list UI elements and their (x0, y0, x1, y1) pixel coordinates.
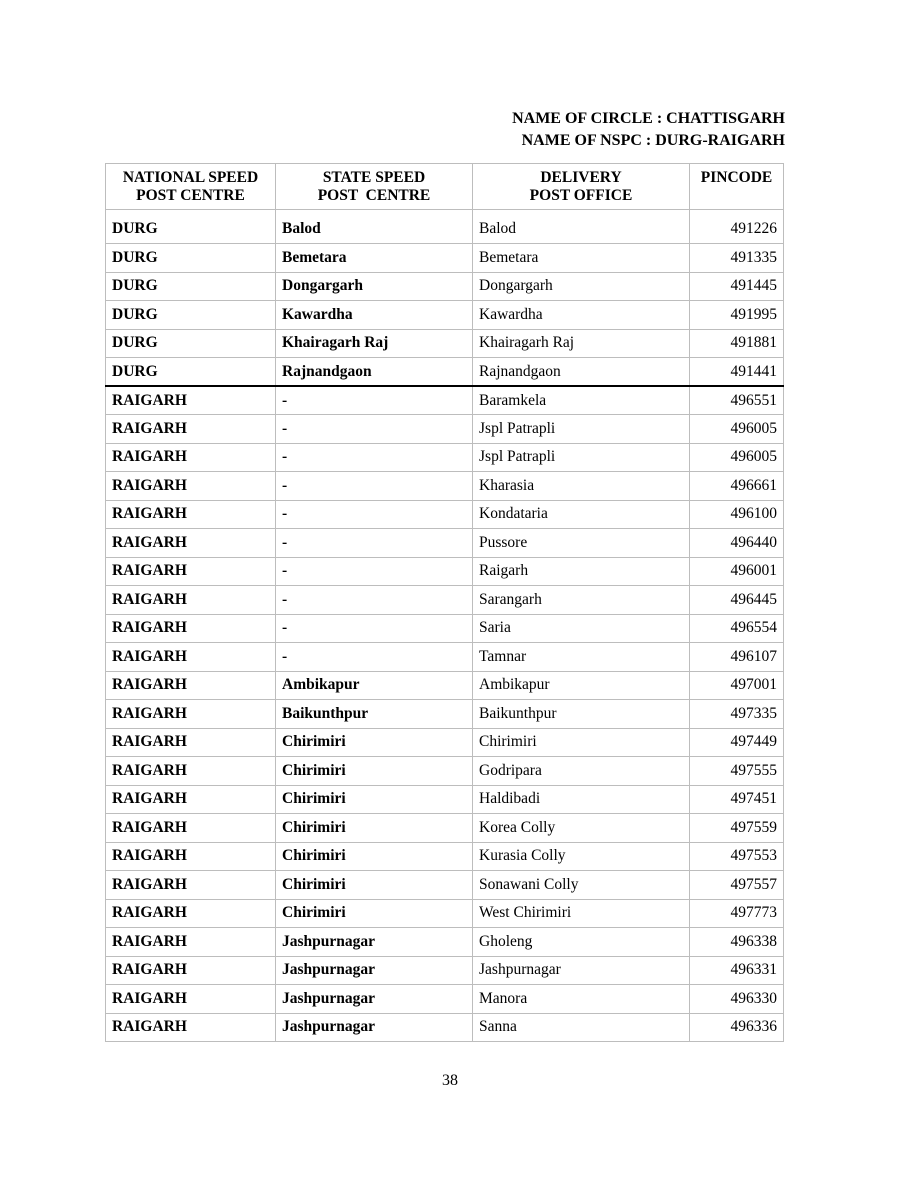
nspc-name: NAME OF NSPC : DURG-RAIGARH (521, 132, 785, 149)
table-row (106, 415, 784, 444)
pincode-cell: 497449 (690, 728, 784, 757)
delivery-post-office-cell: Jspl Patrapli (473, 443, 690, 472)
delivery-post-office-cell: Sonawani Colly (473, 871, 690, 900)
delivery-post-office-cell: Balod (473, 210, 690, 244)
national-speed-post-centre-cell: RAIGARH (106, 928, 276, 957)
delivery-post-office-cell: Baramkela (473, 386, 690, 415)
delivery-post-office-cell: Jashpurnagar (473, 956, 690, 985)
state-speed-post-centre-cell: Jashpurnagar (276, 928, 473, 957)
table-row (106, 671, 784, 700)
table-row (106, 814, 784, 843)
pincode-cell: 496005 (690, 443, 784, 472)
table-row (106, 529, 784, 558)
delivery-post-office-cell: Kurasia Colly (473, 842, 690, 871)
table-row (106, 329, 784, 358)
table-row (106, 301, 784, 330)
column-header-line: NATIONAL SPEED (122, 169, 259, 186)
state-speed-post-centre-cell: Chirimiri (276, 899, 473, 928)
pincode-cell: 497001 (690, 671, 784, 700)
pincode-cell: 491995 (690, 301, 784, 330)
table-row (106, 928, 784, 957)
state-speed-post-centre-cell: - (276, 529, 473, 558)
pincode-cell: 497559 (690, 814, 784, 843)
table-row (106, 899, 784, 928)
circle-name: NAME OF CIRCLE : CHATTISGARH (512, 110, 785, 127)
national-speed-post-centre-cell: RAIGARH (106, 1013, 276, 1042)
pincode-cell: 496100 (690, 500, 784, 529)
column-header-line: POST CENTRE (136, 187, 245, 204)
delivery-post-office-cell: Gholeng (473, 928, 690, 957)
national-speed-post-centre-cell: DURG (106, 301, 276, 330)
national-speed-post-centre-cell: RAIGARH (106, 415, 276, 444)
delivery-post-office-cell: Pussore (473, 529, 690, 558)
table-row (106, 614, 784, 643)
state-speed-post-centre-cell: - (276, 557, 473, 586)
national-speed-post-centre-cell: RAIGARH (106, 728, 276, 757)
pincode-cell: 497773 (690, 899, 784, 928)
pincode-cell: 491445 (690, 272, 784, 301)
delivery-post-office-cell: Manora (473, 985, 690, 1014)
delivery-post-office-cell: Raigarh (473, 557, 690, 586)
pincode-cell: 496661 (690, 472, 784, 501)
column-header-line: DELIVERY (540, 169, 622, 186)
table-row (106, 643, 784, 672)
table-row (106, 700, 784, 729)
delivery-post-office-cell: Chirimiri (473, 728, 690, 757)
state-speed-post-centre-cell: - (276, 586, 473, 615)
table-row (106, 586, 784, 615)
national-speed-post-centre-cell: RAIGARH (106, 614, 276, 643)
table-row (106, 956, 784, 985)
national-speed-post-centre-cell: RAIGARH (106, 500, 276, 529)
delivery-post-office-cell: Kondataria (473, 500, 690, 529)
delivery-post-office-cell: Dongargarh (473, 272, 690, 301)
state-speed-post-centre-cell: Jashpurnagar (276, 956, 473, 985)
national-speed-post-centre-cell: RAIGARH (106, 757, 276, 786)
delivery-post-office-cell: Korea Colly (473, 814, 690, 843)
national-speed-post-centre-cell: DURG (106, 329, 276, 358)
pincode-cell: 497557 (690, 871, 784, 900)
state-speed-post-centre-cell: Chirimiri (276, 871, 473, 900)
table-row (106, 1013, 784, 1042)
table-row (106, 244, 784, 273)
national-speed-post-centre-cell: RAIGARH (106, 557, 276, 586)
state-speed-post-centre-cell: - (276, 472, 473, 501)
state-speed-post-centre-cell: Chirimiri (276, 842, 473, 871)
national-speed-post-centre-cell: RAIGARH (106, 643, 276, 672)
national-speed-post-centre-cell: RAIGARH (106, 899, 276, 928)
delivery-post-office-cell: Haldibadi (473, 785, 690, 814)
column-header-line: POST OFFICE (529, 187, 633, 204)
national-speed-post-centre-cell: RAIGARH (106, 529, 276, 558)
pincode-cell: 496445 (690, 586, 784, 615)
state-speed-post-centre-cell: - (276, 443, 473, 472)
column-header-national-speed-post-centre (106, 164, 276, 210)
table-row (106, 557, 784, 586)
national-speed-post-centre-cell: DURG (106, 210, 276, 244)
national-speed-post-centre-cell: RAIGARH (106, 985, 276, 1014)
delivery-post-office-cell: Sanna (473, 1013, 690, 1042)
table-row (106, 757, 784, 786)
pincode-cell: 491226 (690, 210, 784, 244)
pincode-cell: 496338 (690, 928, 784, 957)
column-header-line: POST CENTRE (317, 187, 431, 204)
delivery-post-office-cell: Khairagarh Raj (473, 329, 690, 358)
delivery-post-office-cell: Bemetara (473, 244, 690, 273)
national-speed-post-centre-cell: DURG (106, 244, 276, 273)
state-speed-post-centre-cell: Jashpurnagar (276, 1013, 473, 1042)
table-row (106, 210, 784, 244)
page-number: 38 (442, 1072, 458, 1089)
national-speed-post-centre-cell: DURG (106, 358, 276, 387)
state-speed-post-centre-cell: Jashpurnagar (276, 985, 473, 1014)
delivery-post-office-cell: Saria (473, 614, 690, 643)
national-speed-post-centre-cell: RAIGARH (106, 386, 276, 415)
pincode-cell: 491441 (690, 358, 784, 387)
national-speed-post-centre-cell: RAIGARH (106, 785, 276, 814)
state-speed-post-centre-cell: Chirimiri (276, 728, 473, 757)
table-row (106, 985, 784, 1014)
pincode-cell: 491881 (690, 329, 784, 358)
delivery-post-office-cell: Godripara (473, 757, 690, 786)
pincode-cell: 496330 (690, 985, 784, 1014)
national-speed-post-centre-cell: DURG (106, 272, 276, 301)
state-speed-post-centre-cell: Rajnandgaon (276, 358, 473, 387)
table-body (106, 210, 784, 1042)
national-speed-post-centre-cell: RAIGARH (106, 956, 276, 985)
pincode-cell: 496107 (690, 643, 784, 672)
column-header-state-speed-post-centre (276, 164, 473, 210)
table-row (106, 785, 784, 814)
national-speed-post-centre-cell: RAIGARH (106, 700, 276, 729)
state-speed-post-centre-cell: - (276, 500, 473, 529)
pincode-cell: 496005 (690, 415, 784, 444)
national-speed-post-centre-cell: RAIGARH (106, 871, 276, 900)
national-speed-post-centre-cell: RAIGARH (106, 586, 276, 615)
state-speed-post-centre-cell: Bemetara (276, 244, 473, 273)
table-row (106, 871, 784, 900)
delivery-post-office-cell: Sarangarh (473, 586, 690, 615)
state-speed-post-centre-cell: Ambikapur (276, 671, 473, 700)
column-header-line: PINCODE (700, 169, 773, 186)
state-speed-post-centre-cell: Balod (276, 210, 473, 244)
state-speed-post-centre-cell: - (276, 386, 473, 415)
delivery-post-office-cell: Baikunthpur (473, 700, 690, 729)
state-speed-post-centre-cell: Chirimiri (276, 757, 473, 786)
national-speed-post-centre-cell: RAIGARH (106, 472, 276, 501)
delivery-post-office-cell: Kawardha (473, 301, 690, 330)
national-speed-post-centre-cell: RAIGARH (106, 842, 276, 871)
pincode-cell: 496551 (690, 386, 784, 415)
table-row (106, 358, 784, 387)
state-speed-post-centre-cell: - (276, 643, 473, 672)
table-row (106, 728, 784, 757)
pincode-cell: 496331 (690, 956, 784, 985)
pincode-cell: 491335 (690, 244, 784, 273)
national-speed-post-centre-cell: RAIGARH (106, 671, 276, 700)
column-header-pincode (690, 164, 784, 210)
table-row (106, 386, 784, 415)
table-row (106, 272, 784, 301)
table-header-row (106, 164, 784, 210)
state-speed-post-centre-cell: - (276, 614, 473, 643)
table-row (106, 500, 784, 529)
state-speed-post-centre-cell: - (276, 415, 473, 444)
column-header-line: STATE SPEED (322, 169, 426, 186)
document-header (512, 108, 785, 152)
delivery-post-office-cell: Rajnandgaon (473, 358, 690, 387)
state-speed-post-centre-cell: Chirimiri (276, 785, 473, 814)
national-speed-post-centre-cell: RAIGARH (106, 443, 276, 472)
state-speed-post-centre-cell: Dongargarh (276, 272, 473, 301)
delivery-post-office-cell: Kharasia (473, 472, 690, 501)
delivery-post-office-cell: Ambikapur (473, 671, 690, 700)
national-speed-post-centre-cell: RAIGARH (106, 814, 276, 843)
pincode-cell: 497553 (690, 842, 784, 871)
state-speed-post-centre-cell: Kawardha (276, 301, 473, 330)
table-row (106, 472, 784, 501)
pincode-cell: 496440 (690, 529, 784, 558)
delivery-post-office-cell: Tamnar (473, 643, 690, 672)
pincode-cell: 496001 (690, 557, 784, 586)
pincode-cell: 497451 (690, 785, 784, 814)
state-speed-post-centre-cell: Khairagarh Raj (276, 329, 473, 358)
state-speed-post-centre-cell: Chirimiri (276, 814, 473, 843)
pincode-table (105, 163, 784, 1042)
column-header-delivery-post-office (473, 164, 690, 210)
delivery-post-office-cell: West Chirimiri (473, 899, 690, 928)
state-speed-post-centre-cell: Baikunthpur (276, 700, 473, 729)
pincode-cell: 497555 (690, 757, 784, 786)
pincode-cell: 496336 (690, 1013, 784, 1042)
pincode-cell: 497335 (690, 700, 784, 729)
pincode-cell: 496554 (690, 614, 784, 643)
table-row (106, 842, 784, 871)
table-row (106, 443, 784, 472)
delivery-post-office-cell: Jspl Patrapli (473, 415, 690, 444)
